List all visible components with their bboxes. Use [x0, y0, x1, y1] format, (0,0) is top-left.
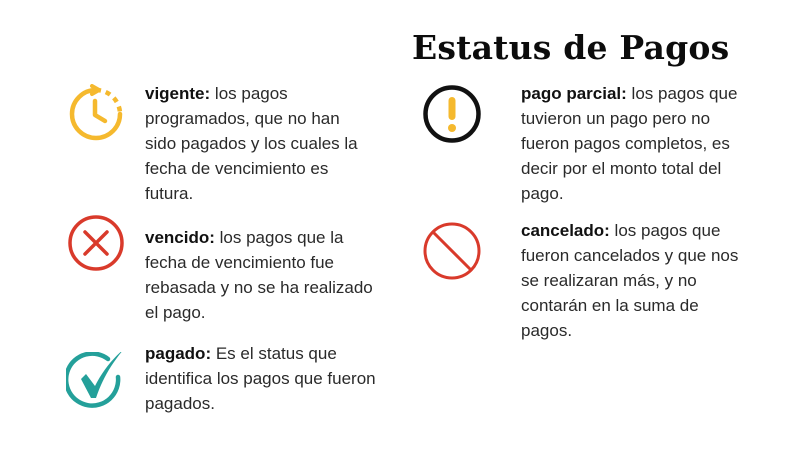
exclamation-circle-icon: [422, 84, 482, 144]
clock-icon: [66, 84, 126, 144]
status-description-pago-parcial: [521, 81, 761, 206]
page-title: Estatus de Pagos: [412, 28, 730, 67]
status-description-vencido: [145, 225, 375, 325]
status-description-vigente: [145, 81, 375, 206]
status-description-cancelado: [521, 218, 751, 343]
status-text-pago-parcial: los pagos que tuvieron un pago pero no fueron pagos completos, es decir por el monto total del pago.: [521, 84, 738, 203]
prohibited-icon: [422, 221, 482, 281]
status-text-pagado: Es el status que identifica los pagos que fueron pagados.: [145, 344, 376, 413]
status-text-cancelado: los pagos que fueron cancelados y que nos se realizaran más, y no contarán en la suma de pagos.: [521, 221, 739, 340]
x-circle-icon: [66, 213, 126, 273]
status-term-pagado: pagado:: [145, 344, 212, 363]
status-term-cancelado: cancelado:: [521, 221, 610, 240]
status-text-vigente: los pagos programados, que no han sido pagados y los cuales la fecha de vencimiento es futura.: [145, 84, 358, 203]
status-term-vencido: vencido:: [145, 228, 215, 247]
status-text-vencido: los pagos que la fecha de vencimiento fue rebasada y no se ha realizado el pago.: [145, 228, 373, 322]
status-term-vigente: vigente:: [145, 84, 211, 103]
check-circle-icon: [66, 352, 126, 412]
status-description-pagado: [145, 341, 395, 416]
status-term-pago-parcial: pago parcial:: [521, 84, 627, 103]
